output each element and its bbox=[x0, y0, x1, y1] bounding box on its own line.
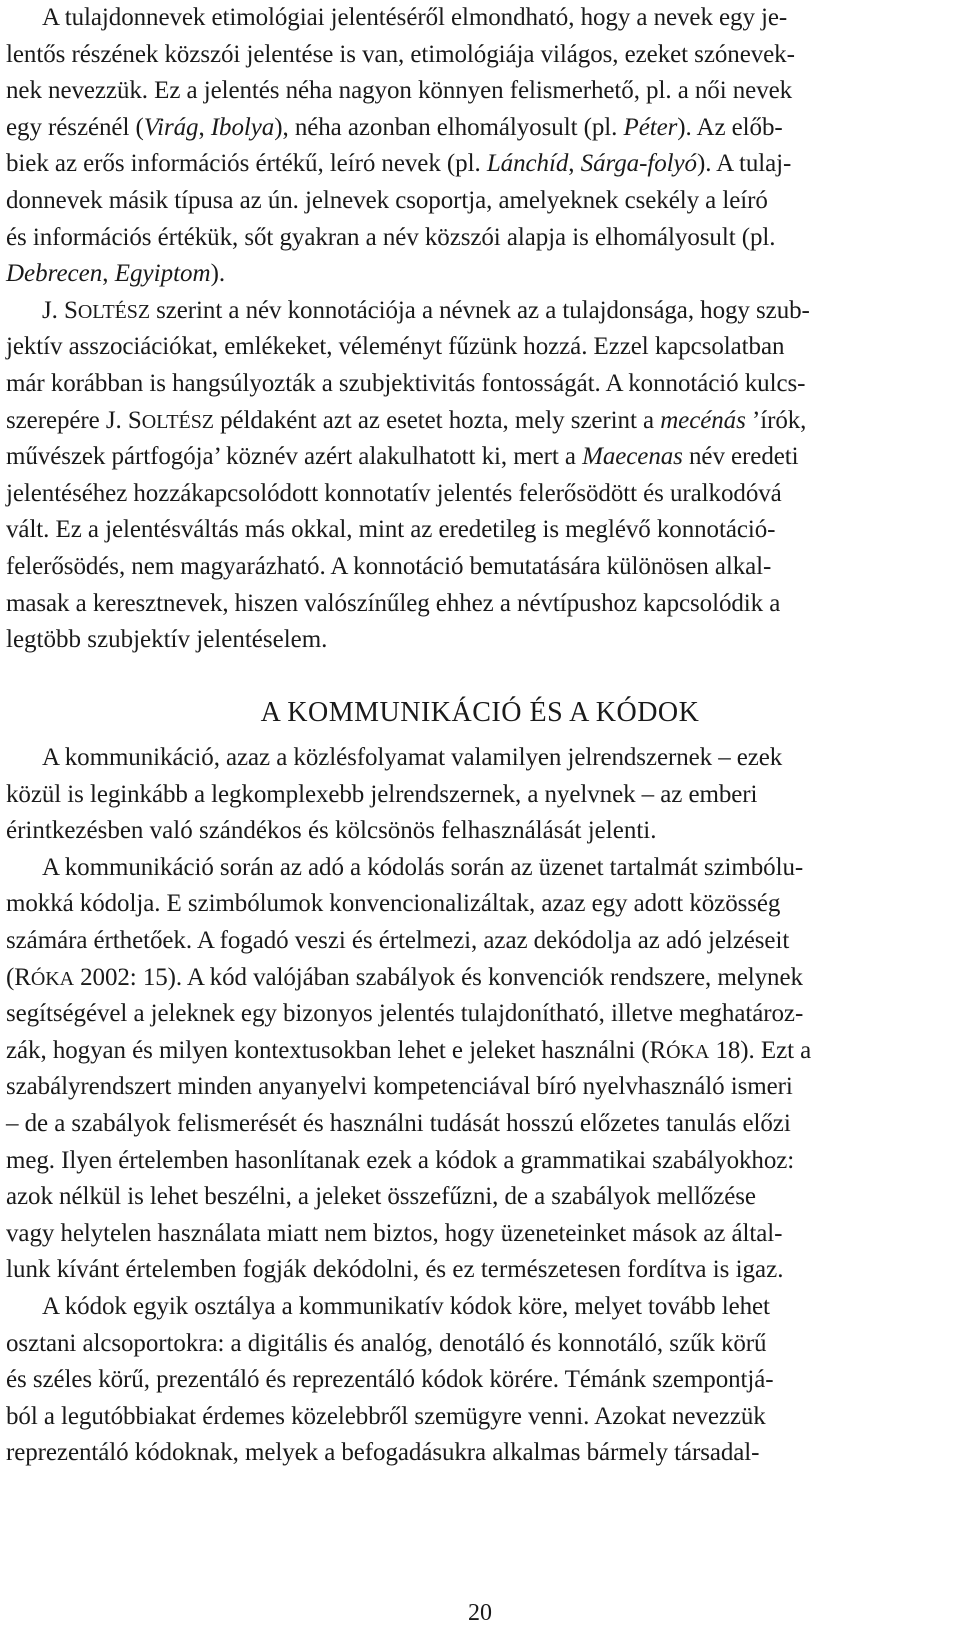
text-line: ból a legutóbbiakat érdemes közelebbről szemügyre venni. Azokat nevezzük bbox=[6, 1402, 766, 1430]
text-line bbox=[6, 146, 958, 183]
text-line bbox=[6, 850, 958, 887]
author-name: OLTÉSZ bbox=[77, 300, 150, 323]
line-text: , bbox=[102, 260, 115, 288]
text-line: – de a szabályok felismerését és használni tudását hosszú előzetes tanulás előzi bbox=[6, 1109, 791, 1137]
text-line: közül is leginkább a legkomplexebb jelrendszernek, a nyelvnek – az emberi bbox=[6, 780, 758, 808]
text-line bbox=[6, 740, 958, 777]
author-initial: R bbox=[649, 1036, 667, 1064]
text-line bbox=[6, 293, 958, 330]
line-text: A tulajdonnevek etimológiai jelentéséről elmondható, hogy a nevek egy je- bbox=[42, 4, 788, 31]
text-line: jelentéséhez hozzákapcsolódott konnotatív jelentés felerősödött és uralkodóvá bbox=[6, 479, 782, 507]
example-name: Maecenas bbox=[582, 443, 683, 471]
text-line: lunk kívánt értelemben fogják dekódolni, és ez természetesen fordítva is igaz. bbox=[6, 1256, 784, 1284]
line-text: egy részénél ( bbox=[6, 113, 144, 141]
text-line bbox=[6, 110, 958, 147]
line-text: 2002: 15). A kód valójában szabályok és konvenciók rendszere, melynek bbox=[73, 963, 803, 991]
line-text: ). bbox=[210, 260, 226, 288]
example-name: Lánchíd bbox=[486, 150, 569, 178]
example-name: Egyiptom bbox=[114, 260, 211, 288]
text-line: meg. Ilyen értelemben hasonlítanak ezek a kódok a grammatikai szabályokhoz: bbox=[6, 1146, 795, 1174]
line-text: példaként azt az esetet hozta, mely szerint a bbox=[213, 406, 661, 434]
line-text: zák, hogyan és milyen kontextusokban lehet e jeleket használni ( bbox=[6, 1036, 650, 1064]
text-line: legtöbb szubjektív jelentéselem. bbox=[6, 626, 328, 654]
text-line: nek nevezzük. Ez a jelentés néha nagyon könnyen felismerhető, pl. a női nevek bbox=[6, 77, 793, 105]
text-line bbox=[6, 1033, 958, 1070]
example-name: Sárga-folyó bbox=[580, 150, 697, 178]
text-line: jektív asszociációkat, emlékeket, véleményt fűzünk hozzá. Ezzel kapcsolatban bbox=[6, 333, 785, 361]
line-text: ). Az előb- bbox=[677, 113, 783, 141]
line-text: A kommunikáció, azaz a közlésfolyamat valamilyen jelrendszernek – ezek bbox=[42, 744, 783, 771]
line-text: biek az erős információs értékű, leíró nevek (pl. bbox=[6, 150, 487, 178]
line-text: A kommunikáció során az adó a kódolás során az üzenet tartalmát szimbólu- bbox=[42, 853, 804, 881]
text-line: érintkezésben való szándékos és kölcsönös felhasználását jelenti. bbox=[6, 817, 657, 845]
text-line bbox=[6, 960, 958, 997]
text-line bbox=[6, 403, 958, 440]
author-name: OLTÉSZ bbox=[141, 410, 214, 433]
page-number: 20 bbox=[468, 1600, 492, 1626]
example-name: Ibolya bbox=[210, 113, 275, 141]
text-line bbox=[6, 0, 958, 37]
example-name: Virág bbox=[143, 113, 199, 141]
author-initial: S bbox=[127, 406, 142, 434]
section-heading: A KOMMUNIKÁCIÓ ÉS A KÓDOK bbox=[260, 697, 700, 728]
text-line: azok nélkül is lehet beszélni, a jeleket összefűzni, de a szabályok mellőzése bbox=[6, 1183, 756, 1211]
line-text: J. bbox=[42, 296, 64, 324]
text-line bbox=[6, 439, 958, 476]
text-line: segítségével a jeleknek egy bizonyos jelentés tulajdonítható, illetve meghatároz- bbox=[6, 1000, 804, 1028]
text-line: reprezentáló kódoknak, melyek a befogadásukra alkalmas bármely társadal- bbox=[6, 1439, 760, 1467]
text-line: masak a keresztnevek, hiszen valószínűleg ehhez a névtípushoz kapcsolódik a bbox=[6, 589, 781, 617]
text-line: számára érthetőek. A fogadó veszi és értelmezi, azaz dekódolja az adó jelzéseit bbox=[6, 926, 790, 954]
text-line: mokká kódolja. E szimbólumok konvencionalizáltak, azaz egy adott közösség bbox=[6, 890, 781, 918]
example-name: Debrecen bbox=[6, 260, 103, 288]
text-line: vagy helytelen használata miatt nem biztos, hogy üzeneteinket mások az által- bbox=[6, 1219, 783, 1247]
example-name: Péter bbox=[623, 113, 678, 141]
author-initial: S bbox=[64, 296, 78, 324]
text-line: osztani alcsoportokra: a digitális és analóg, denotáló és konnotáló, szűk körű bbox=[6, 1329, 767, 1357]
line-text: ), néha azonban elhomályosult (pl. bbox=[274, 113, 624, 141]
section-etymology bbox=[6, 0, 958, 659]
section-communication bbox=[6, 740, 958, 1472]
text-line: lentős részének közszói jelentése is van, etimológiája világos, ezeket szónevek- bbox=[6, 40, 795, 68]
line-text: művészek pártfogója’ köznév azért alakulhatott ki, mert a bbox=[6, 443, 583, 471]
author-initial: R bbox=[14, 963, 31, 991]
author-name: ÓKA bbox=[30, 967, 74, 990]
text-line: és széles körű, prezentáló és reprezentáló kódok körére. Témánk szempontjá- bbox=[6, 1366, 774, 1394]
line-text: , bbox=[198, 113, 211, 141]
text-line bbox=[6, 1289, 958, 1326]
text-line bbox=[6, 256, 958, 293]
line-text: név eredeti bbox=[682, 443, 799, 471]
line-text: 18). Ezt a bbox=[709, 1036, 812, 1064]
line-text: szerint a név konnotációja a névnek az a tulajdonsága, hogy szub- bbox=[149, 296, 810, 324]
text-line: donnevek másik típusa az ún. jelnevek csoportja, amelyeknek csekély a leíró bbox=[6, 186, 768, 214]
text-line: felerősödés, nem magyarázható. A konnotáció bemutatására különösen alkal- bbox=[6, 552, 772, 580]
line-text: szerepére J. bbox=[6, 406, 128, 434]
text-line: vált. Ez a jelentésváltás más okkal, mint az eredetileg is meglévő konnotáció- bbox=[6, 516, 776, 544]
line-text: ( bbox=[6, 963, 15, 991]
line-text: A kódok egyik osztálya a kommunikatív kódok köre, melyet tovább lehet bbox=[42, 1292, 770, 1320]
line-text: ). A tulaj- bbox=[696, 150, 792, 178]
text-line: és információs értékük, sőt gyakran a név közszói alapja is elhomályosult (pl. bbox=[6, 223, 776, 251]
line-text: , bbox=[568, 150, 581, 178]
line-text: ’írók, bbox=[745, 406, 807, 434]
text-line: már korábban is hangsúlyozták a szubjektivitás fontosságát. A konnotáció kulcs- bbox=[6, 369, 806, 397]
text-line: szabályrendszert minden anyanyelvi kompetenciával bíró nyelvhasználó ismeri bbox=[6, 1073, 793, 1101]
example-word: mecénás bbox=[660, 406, 746, 434]
author-name: ÓKA bbox=[666, 1040, 710, 1063]
